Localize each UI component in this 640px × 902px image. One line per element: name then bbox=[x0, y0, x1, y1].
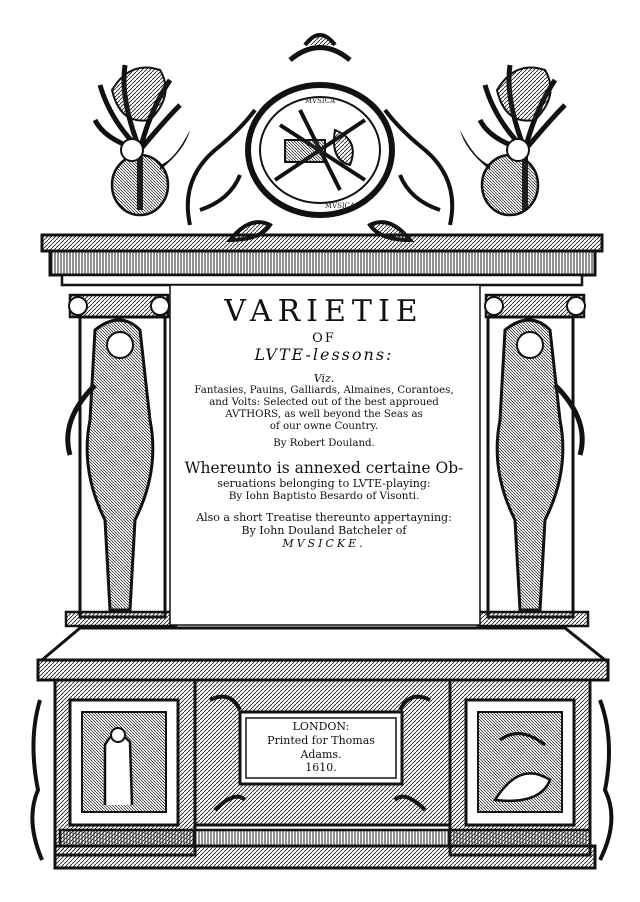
imprint-printer: Printed for Thomas Adams. bbox=[267, 733, 375, 761]
contents-line-2: and Volts: Selected out of the best approued bbox=[209, 397, 439, 409]
title-block bbox=[178, 285, 470, 550]
foliage-right bbox=[600, 700, 611, 860]
contents-line-1: Fantasies, Pauins, Galliards, Almaines, Corantoes, bbox=[194, 385, 454, 397]
annex-line-2: seruations belonging to LVTE-playing: bbox=[217, 476, 431, 490]
contents-line-4: of our owne Country. bbox=[269, 420, 379, 432]
treatise-line: Also a short Treatise thereunto appertayning: bbox=[196, 511, 452, 525]
contents-line-3: AVTHORS, as well beyond the Seas as bbox=[225, 408, 423, 420]
treatise-author: By Iohn Douland Batcheler of bbox=[241, 524, 407, 538]
seal-bottom-text: MVSICA bbox=[324, 202, 356, 210]
ledge bbox=[38, 628, 608, 680]
subtitle: LVTE-lessons: bbox=[254, 345, 394, 365]
annex-author: By Iohn Baptisto Besardo of Visonti. bbox=[228, 489, 420, 502]
author-line: By Robert Douland. bbox=[273, 438, 375, 450]
musicke-line: MVSICKE. bbox=[282, 536, 366, 550]
main-title: VARIETIE bbox=[224, 294, 424, 329]
cherub-right bbox=[460, 130, 538, 215]
seal-top-text: MVSICA bbox=[304, 97, 336, 105]
plinth bbox=[55, 830, 595, 868]
entablature bbox=[42, 235, 602, 285]
annex-line-1: Whereunto is annexed certaine Ob- bbox=[184, 459, 464, 478]
imprint-year: 1610. bbox=[305, 761, 337, 775]
imprint-place: LONDON: bbox=[292, 720, 350, 733]
right-column bbox=[478, 295, 588, 626]
music-seal bbox=[248, 85, 392, 215]
cherub-left bbox=[112, 130, 190, 215]
title-of: OF bbox=[312, 330, 336, 346]
viz-label: Viz. bbox=[313, 371, 335, 385]
foliage-left bbox=[32, 700, 42, 860]
left-column bbox=[66, 295, 176, 626]
imprint bbox=[246, 720, 396, 775]
